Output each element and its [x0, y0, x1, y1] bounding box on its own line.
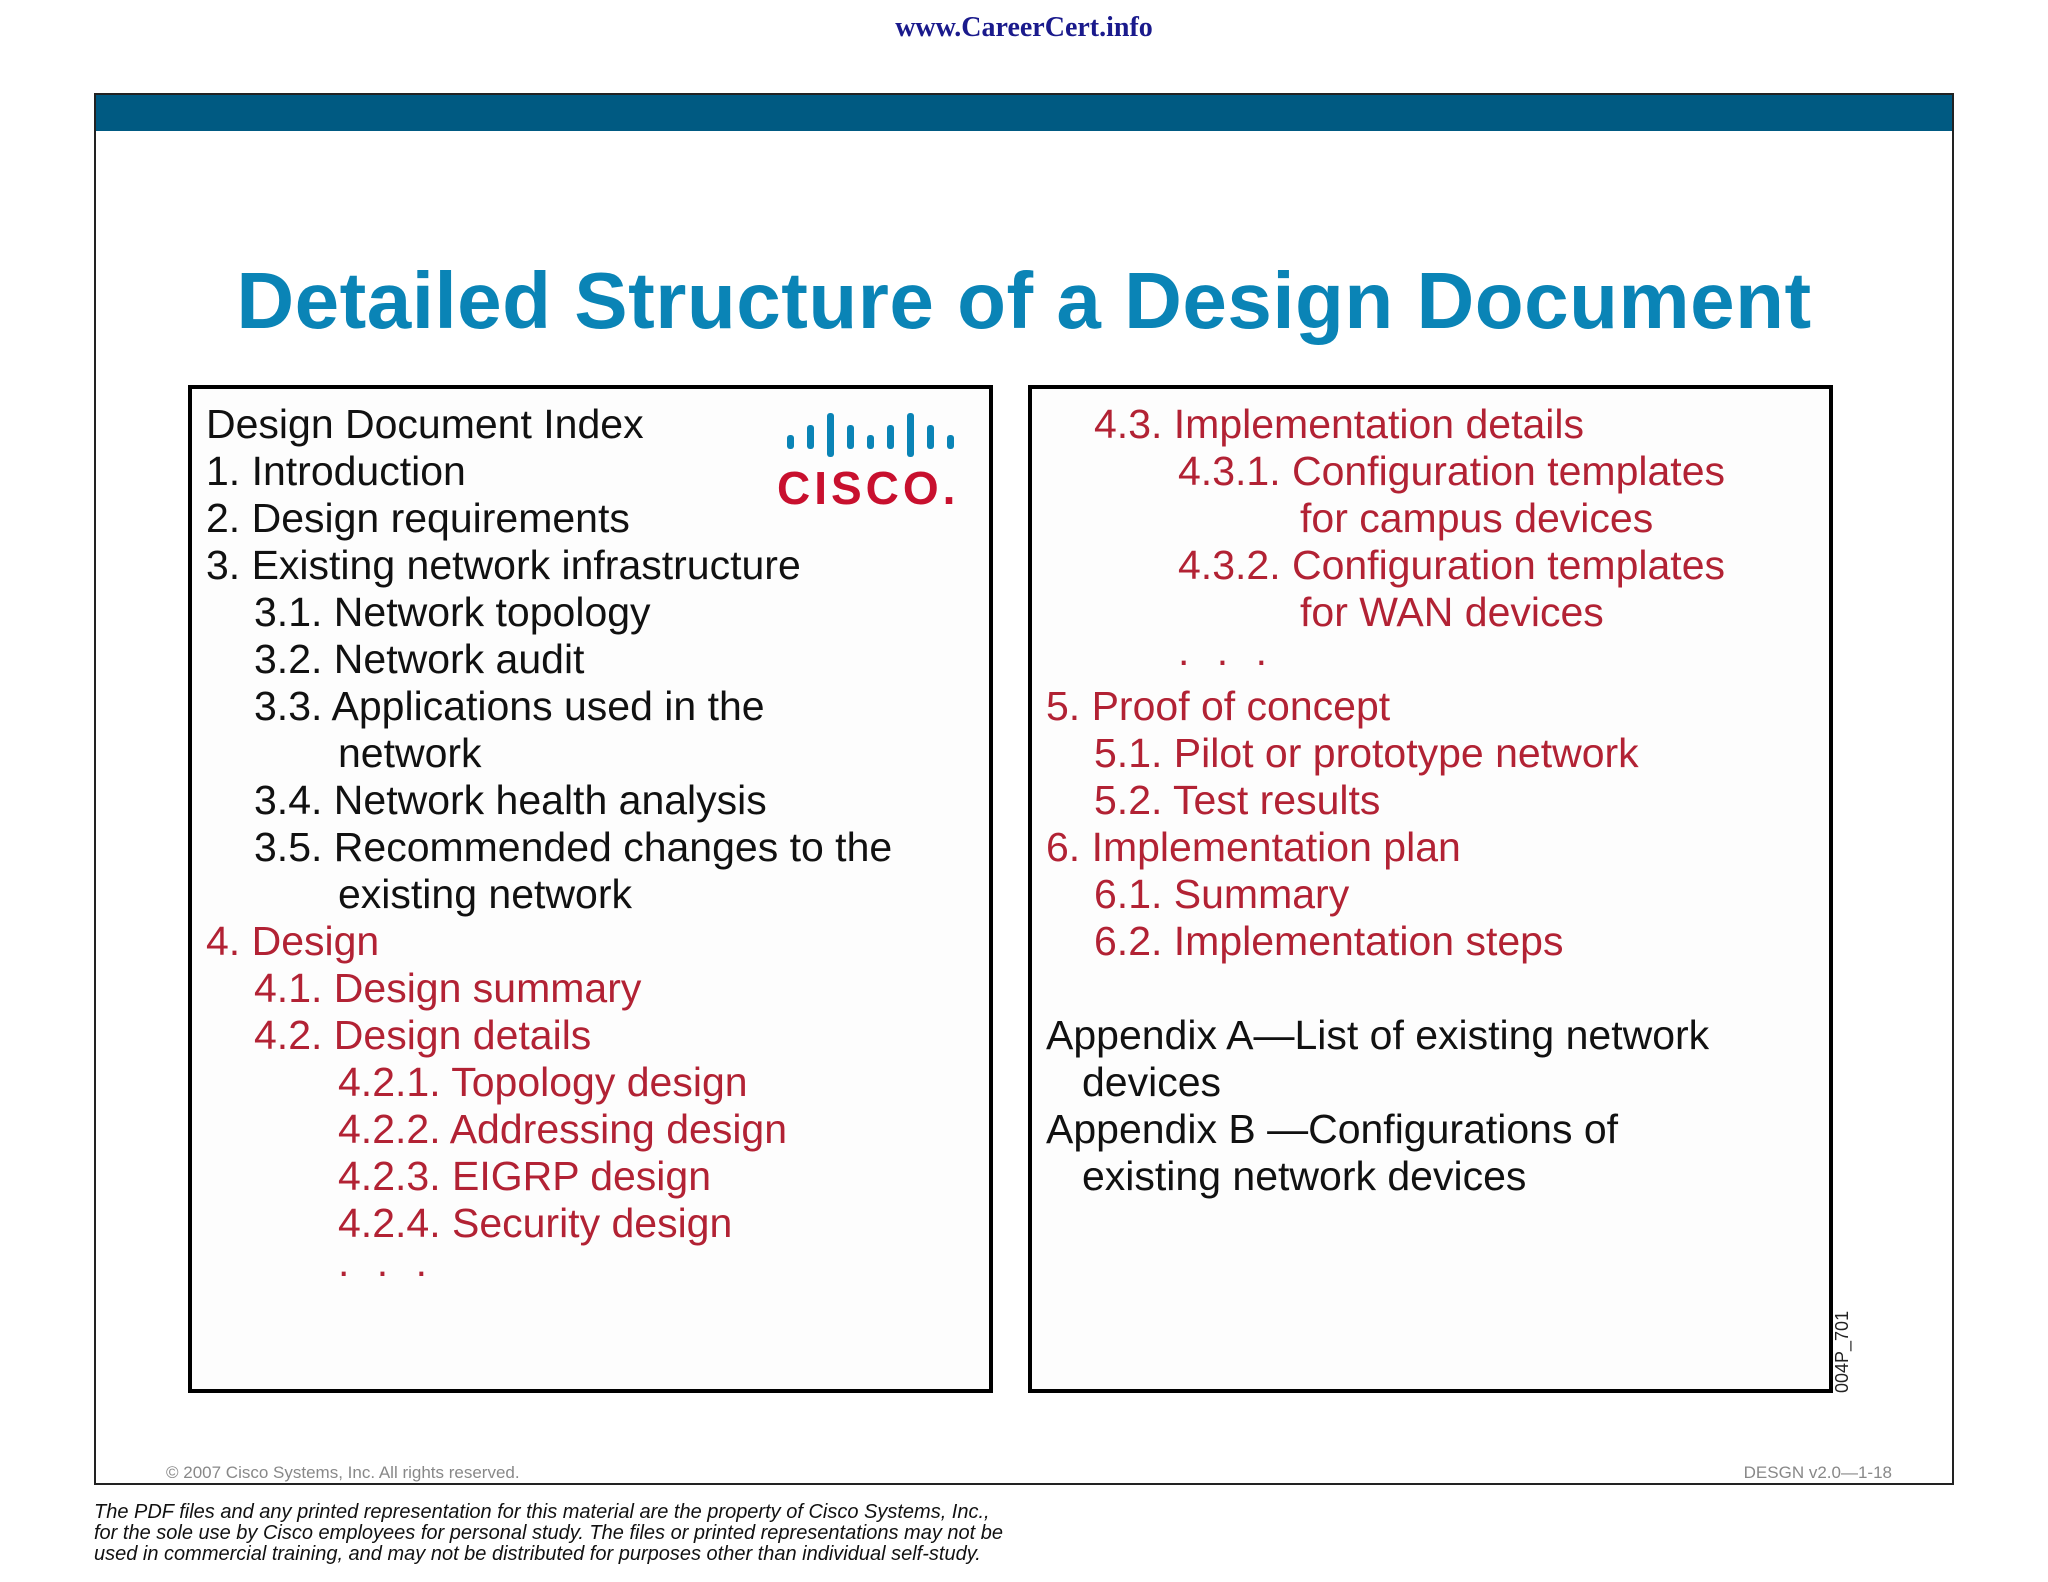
- index-item-highlight: 4.2. Design details: [254, 1012, 592, 1058]
- appendix-item: Appendix A—List of existing network: [1046, 1012, 1710, 1058]
- index-item-continuation: for WAN devices: [1300, 589, 1604, 635]
- disclaimer-line: used in commercial training, and may not be distributed for purposes other than individual self-study.: [94, 1543, 981, 1565]
- index-item-highlight: 6. Implementation plan: [1046, 824, 1461, 870]
- site-url[interactable]: www.CareerCert.info: [895, 12, 1153, 43]
- index-panel-left: [188, 385, 993, 1393]
- index-item-highlight: 5.2. Test results: [1094, 777, 1381, 823]
- index-item: 3. Existing network infrastructure: [206, 542, 801, 588]
- index-item-highlight: 4.3. Implementation details: [1094, 401, 1584, 447]
- figure-id: 004P_701: [1832, 1310, 1852, 1393]
- index-item-highlight: 4.3.2. Configuration templates: [1178, 542, 1725, 588]
- index-item-highlight: 6.1. Summary: [1094, 871, 1350, 917]
- index-item: 2. Design requirements: [206, 495, 630, 541]
- index-item-highlight: 4. Design: [206, 918, 380, 964]
- cisco-bars-icon: [777, 407, 977, 463]
- index-item-highlight: 4.2.3. EIGRP design: [338, 1153, 712, 1199]
- index-item-continuation: for campus devices: [1300, 495, 1654, 541]
- slide-header-bar: [96, 95, 1952, 131]
- index-item-highlight: 5. Proof of concept: [1046, 683, 1391, 729]
- index-item: 3.3. Applications used in the: [254, 683, 765, 729]
- copyright: © 2007 Cisco Systems, Inc. All rights reserved.: [166, 1463, 520, 1482]
- index-item: 1. Introduction: [206, 448, 466, 494]
- index-item: 3.5. Recommended changes to the: [254, 824, 893, 870]
- index-item: 3.1. Network topology: [254, 589, 651, 635]
- course-code: DESGN v2.0—1-18: [1743, 1463, 1892, 1482]
- index-item-continuation: existing network: [338, 871, 632, 917]
- disclaimer-line: for the sole use by Cisco employees for personal study. The files or printed representations may not be: [94, 1522, 1003, 1544]
- index-heading: Design Document Index: [206, 401, 644, 447]
- appendix-item-continuation: existing network devices: [1082, 1153, 1527, 1199]
- index-item-highlight: 4.2.2. Addressing design: [338, 1106, 788, 1152]
- index-item-highlight: 6.2. Implementation steps: [1094, 918, 1564, 964]
- disclaimer-line: The PDF files and any printed representation for this material are the property of Cisco Systems, Inc.,: [94, 1501, 990, 1523]
- index-ellipsis: . . .: [338, 1239, 435, 1285]
- index-panel-right: [1028, 385, 1833, 1393]
- cisco-logo-text: CISCO.: [777, 462, 960, 514]
- index-ellipsis: . . .: [1178, 628, 1275, 674]
- appendix-item-continuation: devices: [1082, 1059, 1222, 1105]
- slide: [94, 93, 1954, 1485]
- appendix-item: Appendix B —Configurations of: [1046, 1106, 1619, 1152]
- disclaimer: [94, 1502, 1194, 1565]
- index-item-continuation: network: [338, 730, 482, 776]
- cisco-logo: [777, 407, 977, 514]
- index-item-highlight: 4.2.1. Topology design: [338, 1059, 748, 1105]
- index-item-highlight: 4.2.4. Security design: [338, 1200, 733, 1246]
- slide-title: Detailed Structure of a Design Document: [236, 256, 1812, 345]
- index-item: 3.4. Network health analysis: [254, 777, 767, 823]
- index-item-highlight: 4.1. Design summary: [254, 965, 642, 1011]
- index-item: 3.2. Network audit: [254, 636, 585, 682]
- index-item-highlight: 5.1. Pilot or prototype network: [1094, 730, 1639, 776]
- index-item-highlight: 4.3.1. Configuration templates: [1178, 448, 1725, 494]
